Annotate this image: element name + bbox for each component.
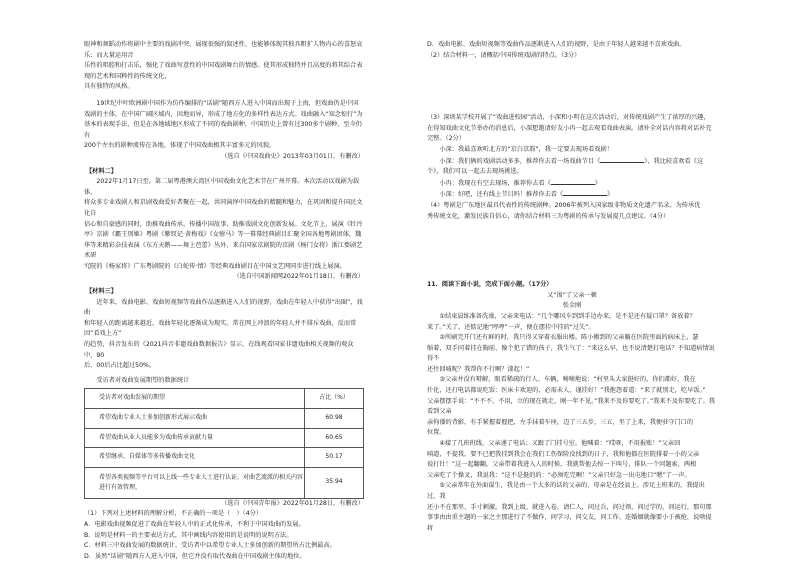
story-para-5-line-2: 还小不在那里，手寸刺激。我到上级，就进入卷，请仁人，问过兵，问过领，问过学的，问运行，那句那	[427, 503, 712, 511]
answer-blank[interactable]	[563, 189, 607, 196]
para-3-line-5: 华等来精彩杂技表演《东方天鹅——舞上芭蕾》丛外，来自国家京剧院的京剧《杨门女将》浙江婺剧艺术研	[84, 241, 363, 260]
table-cell-value: 60.98	[305, 409, 364, 429]
question-1: （1）下列对上述材料的理解分析，不正确的一项是（ ）（4分）	[84, 510, 263, 518]
question-3-line-2: 在得知戏曲文化节举办的消息后，小深想邀请好友小冉一起去观看戏曲表演。请补全对话内容将对话补充完整。（2分）	[427, 124, 712, 143]
option-b: B．说明是材料一的主要表达方式，其中画线内容使用的是说明的说明方法。	[84, 531, 293, 539]
para-2-line-1: 19世纪中叶欧洲剧中国作为仿作编排的“话剧”随西方人进入中国而出现于上海，但戏曲仍是中国	[96, 99, 359, 107]
story-title: 又“围”了父亲一顿	[547, 291, 597, 299]
para-3-line-2: 将众多专业戏剧人和京剧戏曲爱好者聚在一起，共同演绎中国戏曲的精髓和魅力，在巩固和提升国民文化自	[84, 199, 363, 217]
survey-table	[84, 388, 364, 498]
story-para-4-line-2: 嗔道，不提我。要不已把我挂到我会在我们工伤保险没找到的日子，我和他都在医院排着一小的父亲	[427, 450, 700, 458]
para-4-line-1: 近年来，戏曲电影、戏曲短视频等戏曲作品逐渐进入人们的视野，戏曲在年轻人中获得“出圈”，戏曲	[84, 298, 363, 317]
survey-caption: 受访者对戏曲发展期望的数据统计	[96, 376, 190, 384]
para-3-line-3: 信心和自豪感的同时，助推戏曲传承，传播中国故事，助推戏剧文化创新发展。文化节上，展演《牡丹	[84, 220, 363, 228]
para-3-line-1: 2022年1月17日至，第二届粤港澳大湾区中国戏曲文化艺术节在广州开幕。本次活动以戏剧为载体，	[84, 178, 360, 196]
table-row	[85, 428, 364, 448]
table-header-value: 占比（%）	[305, 389, 364, 409]
story-para-4-line-3: 说打针！”这一起翻翻，父亲带着我进入人的时候，我就帮他去按一下叫号，排队一个问题索，两根	[427, 461, 697, 469]
story-para-3-line-2: 什化，还打电话都说吃饭：医床卡欢迎的，必需未人，谨挂好！”我抱怨着道：“来了就别走，吃早饭。”	[427, 387, 706, 395]
story-para-4-line-1: ④接了几班班线，父亲递了电话；又跟了门挂号室。他喊着：“哎呀，不用报账！”父亲回	[439, 440, 681, 448]
table-row	[85, 409, 364, 429]
table-cell-label: 希望戏曲专业人士多加创新形式展示戏曲	[85, 409, 305, 429]
story-para-5-line-3: 事事由由重主题的一家之主那进行了不做作，问学习，问交友，问工作、连婚姻就像要小于被抢，说啥提将	[427, 514, 712, 532]
table-cell-label: 希望继承、自媒体等多传播戏曲文化	[85, 448, 305, 468]
para-2-line-2: 戏剧的主体，在中国广阔区域内，因地而异，形成了地方化的多样性表达方式。戏曲融入“知念惊行”为	[84, 110, 363, 118]
option-a: A．电影戏曲视频促进了戏曲在年轻人中的正式化传承，不利于中国戏曲的发展。	[84, 520, 305, 528]
answer-space-2	[427, 61, 717, 113]
story-para-1-line-2: 来了。”关了，还惦记地“哼哼”一声，便在摆挂中挂的“过失”。	[427, 323, 595, 331]
table-header-row	[85, 389, 364, 409]
source-2: （选自中国新闻网2022年01月18日，有删改）	[233, 273, 364, 281]
source-3: （选自《中国青年报》2022年01月28日，有删改）	[221, 499, 364, 507]
para-1-line-3: 具有独特的风格。	[84, 83, 134, 91]
table-cell-value: 35.94	[305, 467, 364, 498]
para-3-line-4: 亭》京剧《霸王别姬》粤剧《紫钗记·黄梅戏》《女驸马》等一幕幕经典剧目汇聚全国各地粤剧团体，魏	[84, 231, 362, 239]
option-d-continued: D．戏曲电影、戏曲短视频等戏曲作品逐渐进入人们的视野，是由于年轻人越来越不喜欢戏曲。	[427, 41, 686, 48]
table-cell-value: 60.65	[305, 428, 364, 448]
para-1-line-1: 眼神和舞蹈动作将剧中主要的戏剧冲突、展现很强的叙述性，也能够体现其独具粗犷人物内心的喜怒哀乐；而大量运用音	[84, 41, 363, 59]
story-para-4-line-4: 父亲吃了个操叉，我说我：“这不是挺的的：“必须吃完啊！”父亲只好急一出屯地口“嗯”了一声。	[427, 471, 691, 479]
answer-blank[interactable]	[551, 178, 595, 185]
table-header-label: 受访者对戏曲发展的期望	[85, 389, 305, 409]
table-cell-label: 希望各类视频等平台可以上线一些专业人士进行认证、对曲艺流派的相关内容进行有效管理。	[85, 467, 305, 498]
source-1: （选自《中国戏曲史》2013年03月01日，有删改）	[221, 152, 364, 160]
story-para-5-line-1: ⑤父亲常年在外面谋生，我是由一个大多的话的父亲的，母亲是在经县上、涉足上班来的，我提出过，我	[427, 482, 705, 500]
answer-space-4	[427, 222, 717, 280]
dialog-line-3: 小冉：我现在有空去现场，推荐你去看《 》	[439, 179, 601, 187]
answer-blank[interactable]	[600, 156, 644, 163]
para-3-line-6: 究院的《杨家将》广东粤剧院的《白蛇传·情》等经典戏曲剧目在中国文艺网同步进行线上展演。	[84, 262, 346, 270]
table-row	[85, 448, 364, 468]
story-author: 张金刚	[562, 302, 582, 310]
option-d: D．虽然“话剧”随西方人进入中国，但它并没有取代戏曲在中国戏剧主体的地位。	[84, 552, 306, 560]
story-para-2-line-1: ②所刷完开门还有鲜的时，我只得又穿着衣服出楼。陈小搬到的父亲躺在医院里面的病床上，瑟	[439, 334, 699, 342]
material-2-heading: 【材料二】	[86, 167, 117, 175]
question-11-heading: 11．阅读下面小说，完成下面小题。（17分）	[427, 281, 553, 289]
question-4-line-1: （4）粤剧是广东地区最具代表性的传统剧种。2006年被列入国家级非物质文化遗产名录。为传承优	[427, 201, 701, 209]
table-row	[85, 467, 364, 498]
para-1-line-2: 乐性的唱腔和打击乐，强化了戏曲写意性的中国戏剧舞台的情感。使其形成独特并且高度的将其综合表现的艺术和国粹性的传统文化，	[84, 62, 363, 80]
dialog-line-4: 小深：好吧，还有线上节目吗！推荐你去看《 》	[439, 191, 614, 199]
right-column	[427, 40, 717, 534]
dialog-line-2: 小深：我们俩的戏剧活动多多，推荐你去看一场戏曲节目《 》，我比较喜欢看《这个》，我们可以一起去去现场挑选。	[427, 157, 704, 176]
story-para-2-line-2: 缩着，双手同着挂在胸前、像个犯了错的孩子，我生气了：“来这么早，也不说清楚打电话？不知道病情说得不	[427, 344, 715, 363]
table-cell-value: 50.17	[305, 448, 364, 468]
para-4-line-4: 后、00后占比超过50%。	[84, 362, 156, 370]
story-para-3-line-5: 位置。	[427, 429, 446, 437]
question-2: （2）结合材料一，请概括中国传统戏剧的特点。（3分）	[427, 51, 581, 59]
question-4-line-2: 秀传统文化，激发民族自信心，请你结合材料三为粤剧的传承与发展提几点建议。（4分）	[427, 212, 670, 220]
para-2-line-3: 基本的表现手法，但是在各地域地区形成了不同的戏曲剧种，中国历史上曾有过300多个剧种，至今仍有	[84, 121, 362, 139]
story-para-2-line-3: 还往回城呢？我帮你不行啊？漆起！”	[427, 365, 530, 373]
story-para-3-line-3: 父亲摆摆手说：“不不不，不用，立的现在就走，刚一年不见。”我来不及你要吃了。”我来不及你要吃了。我看到父亲	[427, 397, 716, 416]
para-2-line-4: 200个左右的剧种流传在各地，体现了中国戏曲极其丰富多元的风貌。	[84, 142, 276, 150]
table-cell-label: 希望戏曲从业人员能多为戏曲传承贡献力量	[85, 428, 305, 448]
dialog-line-1: 小深：我最喜欢听北方的“京白京韵”，我一定要去现场看戏剧！	[439, 145, 613, 153]
story-para-3-line-1: ③父亲并没有辩解，眼看稀疏的行人、车辆，喃喃地说：“村里头大家挺好的，你们都好，我在	[439, 376, 696, 384]
para-4-line-2: 和年轻人的距离越来越近，戏曲年轻化逐渐成为现实。常在网上冲浪的年轻人并不排斥戏曲，反而常因“看戏上方”	[84, 319, 357, 338]
story-para-1-line-1: ①结束晨练准备洗澡，父亲来电话：“几个哪风车到到手边办来，是不是还有疑口罩？备放着？	[439, 312, 696, 320]
left-column	[84, 40, 364, 562]
story-para-3-line-4: 亲佝偻的背影，有手紧握着握把，左手抹着车座，迈了三五步，三五，坐了上来，我便驻守门口的	[427, 418, 694, 426]
para-4-line-3: 的趋势，抖音发布的《2021抖音非遗戏曲数据报告》显示，在线观看国家非遗戏曲相关视频的观众中，90	[84, 341, 354, 359]
material-3-heading: 【材料三】	[86, 288, 117, 296]
question-3-line-1: （3）深圳某学校开展了“戏曲进校园”活动，小深和小明在这次活动后，对传统戏剧产生了浓厚的兴趣，	[427, 114, 710, 122]
option-c: C．材料三中戏曲发展的数据统计，受访者中以希望专业人士多加创新的期望所占比例最高。	[84, 542, 336, 550]
